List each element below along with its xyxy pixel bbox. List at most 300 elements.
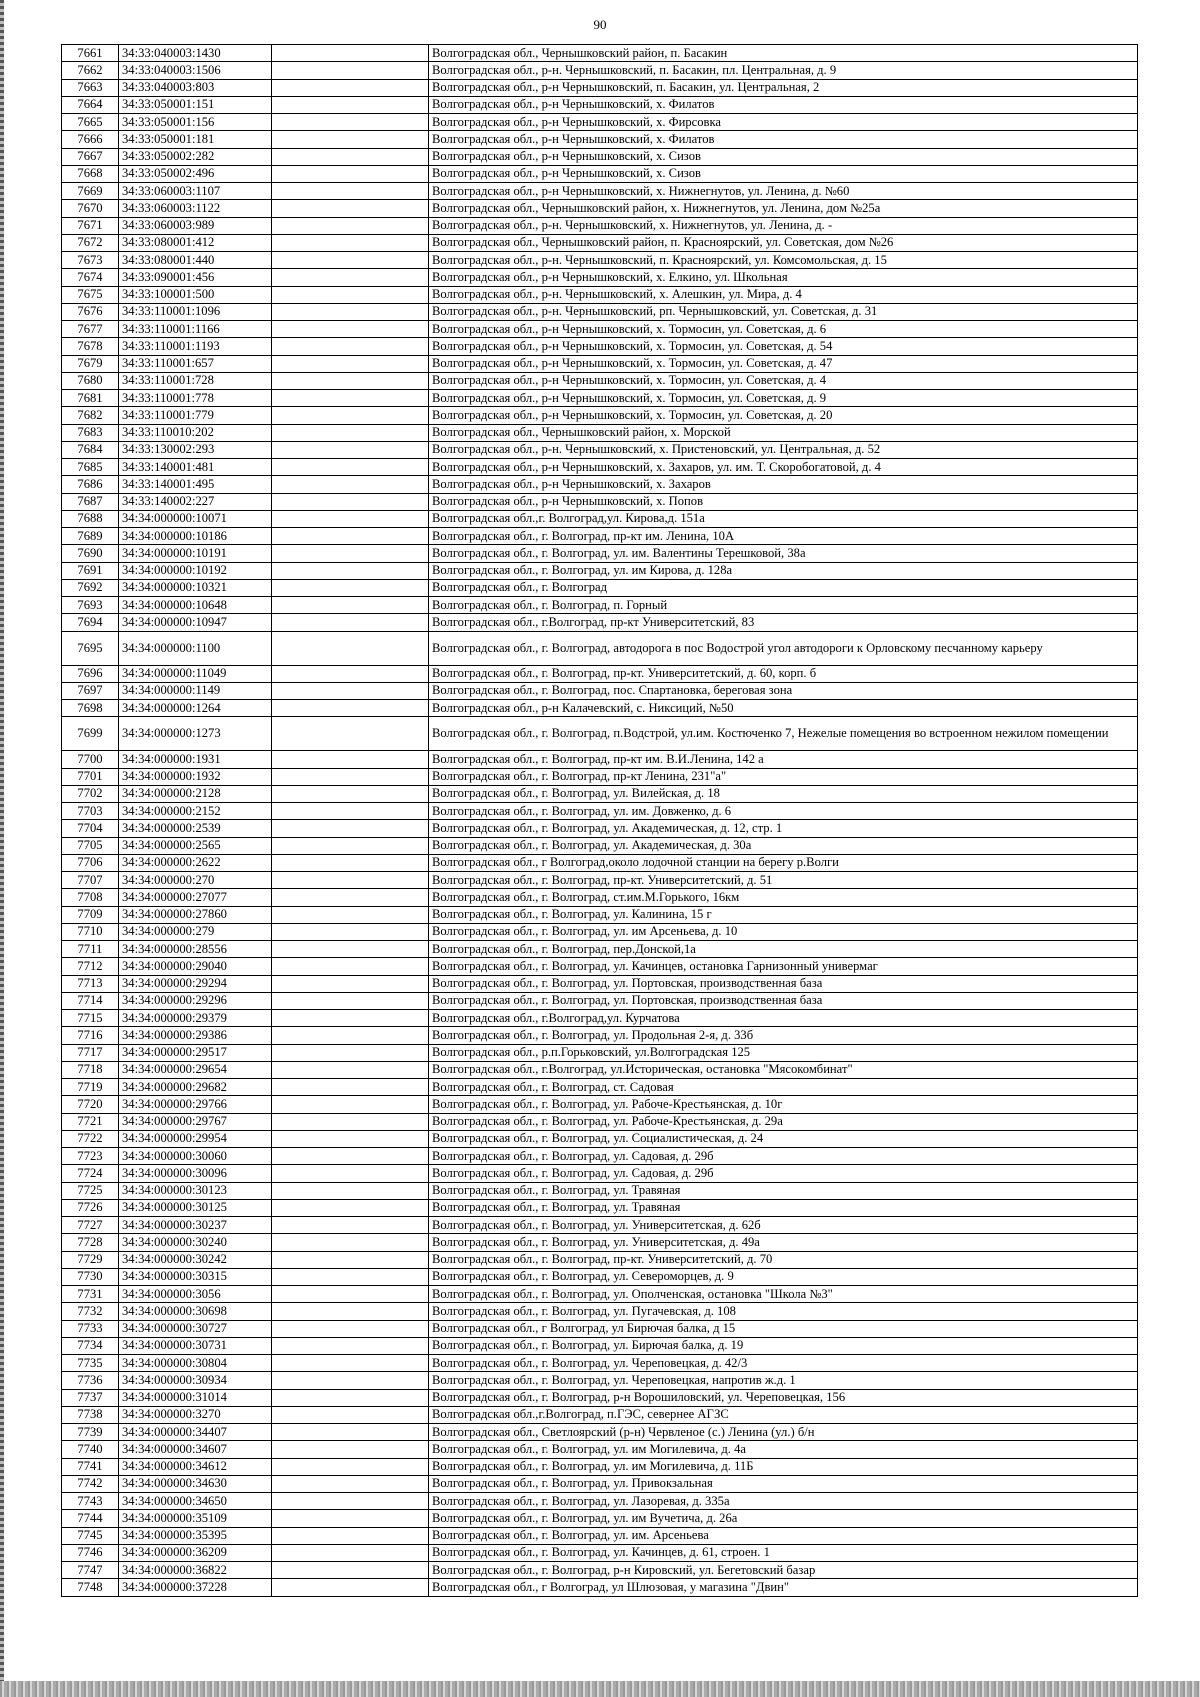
cadastral-number-cell: 34:34:000000:29379: [119, 1010, 272, 1027]
table-row: [62, 321, 1138, 338]
table-row: [62, 941, 1138, 958]
row-number-cell: 7672: [62, 234, 119, 251]
address-cell: Волгоградская обл., г. Волгоград, п.Водстрой, ул.им. Костюченко 7, Нежелые помещения во встроенном нежилом помещении: [429, 717, 1138, 751]
extra-cell: [272, 45, 429, 62]
row-number-cell: 7709: [62, 906, 119, 923]
row-number-cell: 7732: [62, 1303, 119, 1320]
extra-cell: [272, 183, 429, 200]
extra-cell: [272, 1579, 429, 1596]
address-cell: Волгоградская обл., Чернышковский район, х. Морской: [429, 424, 1138, 441]
table-row: [62, 562, 1138, 579]
table-row: [62, 286, 1138, 303]
extra-cell: [272, 751, 429, 768]
table-row: [62, 303, 1138, 320]
table-row: [62, 1079, 1138, 1096]
row-number-cell: 7665: [62, 114, 119, 131]
table-row: [62, 958, 1138, 975]
cadastral-number-cell: 34:33:060003:1122: [119, 200, 272, 217]
table-row: [62, 424, 1138, 441]
row-number-cell: 7726: [62, 1199, 119, 1216]
extra-cell: [272, 217, 429, 234]
row-number-cell: 7721: [62, 1113, 119, 1130]
address-cell: Волгоградская обл., г Волгоград,около лодочной станции на берегу р.Волги: [429, 854, 1138, 871]
address-cell: Волгоградская обл., р-н Чернышковский, х. Сизов: [429, 148, 1138, 165]
cadastral-number-cell: 34:34:000000:30237: [119, 1217, 272, 1234]
extra-cell: [272, 1182, 429, 1199]
extra-cell: [272, 837, 429, 854]
address-cell: Волгоградская обл., Чернышковский район, х. Нижнегнутов, ул. Ленина, дом №25а: [429, 200, 1138, 217]
extra-cell: [272, 424, 429, 441]
address-cell: Волгоградская обл., г. Волгоград, ул. Вилейская, д. 18: [429, 785, 1138, 802]
table-row: [62, 1337, 1138, 1354]
table-row: [62, 785, 1138, 802]
table-row: [62, 1544, 1138, 1561]
cadastral-number-cell: 34:34:000000:30315: [119, 1268, 272, 1285]
cadastral-number-cell: 34:33:090001:456: [119, 269, 272, 286]
cadastral-number-cell: 34:34:000000:10192: [119, 562, 272, 579]
cadastral-number-cell: 34:34:000000:1264: [119, 700, 272, 717]
table-row: [62, 114, 1138, 131]
extra-cell: [272, 131, 429, 148]
extra-cell: [272, 1079, 429, 1096]
cadastral-number-cell: 34:34:000000:29766: [119, 1096, 272, 1113]
row-number-cell: 7682: [62, 407, 119, 424]
cadastral-number-cell: 34:34:000000:29654: [119, 1061, 272, 1078]
cadastral-number-cell: 34:34:000000:1932: [119, 768, 272, 785]
table-row: [62, 1389, 1138, 1406]
address-cell: Волгоградская обл., р-н Чернышковский, х. Захаров: [429, 476, 1138, 493]
table-row: [62, 131, 1138, 148]
table-row: [62, 200, 1138, 217]
row-number-cell: 7702: [62, 785, 119, 802]
extra-cell: [272, 1130, 429, 1147]
cadastral-number-cell: 34:34:000000:29294: [119, 975, 272, 992]
table-row: [62, 1458, 1138, 1475]
cadastral-number-cell: 34:33:110001:728: [119, 372, 272, 389]
address-cell: Волгоградская обл., г. Волгоград, ул. им Могилевича, д. 11Б: [429, 1458, 1138, 1475]
cadastral-number-cell: 34:33:110001:1166: [119, 321, 272, 338]
cadastral-number-cell: 34:33:040003:803: [119, 79, 272, 96]
address-cell: Волгоградская обл., г. Волгоград, ул. им. Довженко, д. 6: [429, 803, 1138, 820]
address-cell: Волгоградская обл., г. Волгоград, ул. Садовая, д. 29б: [429, 1165, 1138, 1182]
table-row: [62, 1406, 1138, 1423]
cadastral-number-cell: 34:34:000000:34630: [119, 1475, 272, 1492]
extra-cell: [272, 1320, 429, 1337]
cadastral-number-cell: 34:34:000000:1273: [119, 717, 272, 751]
cadastral-number-cell: 34:34:000000:10321: [119, 579, 272, 596]
address-cell: Волгоградская обл., г.Волгоград, пр-кт Университетский, 83: [429, 614, 1138, 631]
address-cell: Волгоградская обл., г.Волгоград,ул. Курчатова: [429, 1010, 1138, 1027]
row-number-cell: 7693: [62, 597, 119, 614]
cadastral-number-cell: 34:34:000000:2565: [119, 837, 272, 854]
cadastral-number-cell: 34:34:000000:36822: [119, 1562, 272, 1579]
table-row: [62, 717, 1138, 751]
table-row: [62, 441, 1138, 458]
table-row: [62, 1096, 1138, 1113]
extra-cell: [272, 1389, 429, 1406]
row-number-cell: 7722: [62, 1130, 119, 1147]
extra-cell: [272, 148, 429, 165]
address-cell: Волгоградская обл., г Волгоград, ул Шлюзовая, у магазина "Двин": [429, 1579, 1138, 1596]
row-number-cell: 7710: [62, 923, 119, 940]
row-number-cell: 7698: [62, 700, 119, 717]
extra-cell: [272, 1424, 429, 1441]
extra-cell: [272, 1027, 429, 1044]
row-number-cell: 7724: [62, 1165, 119, 1182]
row-number-cell: 7674: [62, 269, 119, 286]
table-row: [62, 1372, 1138, 1389]
row-number-cell: 7677: [62, 321, 119, 338]
extra-cell: [272, 528, 429, 545]
address-cell: Волгоградская обл., г. Волгоград, ул. Рабоче-Крестьянская, д. 29а: [429, 1113, 1138, 1130]
table-row: [62, 510, 1138, 527]
extra-cell: [272, 631, 429, 665]
extra-cell: [272, 717, 429, 751]
table-row: [62, 579, 1138, 596]
cadastral-number-cell: 34:34:000000:29386: [119, 1027, 272, 1044]
row-number-cell: 7667: [62, 148, 119, 165]
row-number-cell: 7694: [62, 614, 119, 631]
address-cell: Волгоградская обл., р-н. Чернышковский, х. Алешкин, ул. Мира, д. 4: [429, 286, 1138, 303]
row-number-cell: 7683: [62, 424, 119, 441]
extra-cell: [272, 441, 429, 458]
table-row: [62, 1234, 1138, 1251]
address-cell: Волгоградская обл., г. Волгоград, ул. Университетская, д. 62б: [429, 1217, 1138, 1234]
address-cell: Волгоградская обл., р-н Калачевский, с. Никсиций, №50: [429, 700, 1138, 717]
row-number-cell: 7697: [62, 682, 119, 699]
extra-cell: [272, 338, 429, 355]
address-cell: Волгоградская обл., г. Волгоград, ул. Качинцев, остановка Гарнизонный универмаг: [429, 958, 1138, 975]
extra-cell: [272, 372, 429, 389]
table-row: [62, 1165, 1138, 1182]
table-row: [62, 1010, 1138, 1027]
table-row: [62, 545, 1138, 562]
cadastral-number-cell: 34:33:050001:156: [119, 114, 272, 131]
cadastral-number-cell: 34:33:050001:151: [119, 96, 272, 113]
table-row: [62, 252, 1138, 269]
cadastral-number-cell: 34:34:000000:11049: [119, 665, 272, 682]
extra-cell: [272, 303, 429, 320]
extra-cell: [272, 1527, 429, 1544]
address-cell: Волгоградская обл., г. Волгоград, ул. Академическая, д. 12, стр. 1: [429, 820, 1138, 837]
cadastral-number-cell: 34:33:050001:181: [119, 131, 272, 148]
registry-body: [62, 45, 1138, 1597]
cadastral-number-cell: 34:34:000000:34607: [119, 1441, 272, 1458]
row-number-cell: 7685: [62, 459, 119, 476]
row-number-cell: 7744: [62, 1510, 119, 1527]
address-cell: Волгоградская обл., г. Волгоград, ул. Садовая, д. 29б: [429, 1148, 1138, 1165]
cadastral-number-cell: 34:34:000000:30060: [119, 1148, 272, 1165]
table-row: [62, 906, 1138, 923]
row-number-cell: 7707: [62, 872, 119, 889]
cadastral-number-cell: 34:34:000000:279: [119, 923, 272, 940]
cadastral-number-cell: 34:34:000000:2152: [119, 803, 272, 820]
cadastral-number-cell: 34:34:000000:30123: [119, 1182, 272, 1199]
extra-cell: [272, 614, 429, 631]
table-row: [62, 923, 1138, 940]
address-cell: Волгоградская обл., р-н. Чернышковский, х. Нижнегнутов, ул. Ленина, д. -: [429, 217, 1138, 234]
extra-cell: [272, 1441, 429, 1458]
table-row: [62, 1424, 1138, 1441]
address-cell: Волгоградская обл., г. Волгоград, ул. Социалистическая, д. 24: [429, 1130, 1138, 1147]
address-cell: Волгоградская обл., г.Волгоград, ул.Историческая, остановка "Мясокомбинат": [429, 1061, 1138, 1078]
table-row: [62, 992, 1138, 1009]
extra-cell: [272, 1061, 429, 1078]
address-cell: Волгоградская обл., р-н Чернышковский, х. Елкино, ул. Школьная: [429, 269, 1138, 286]
cadastral-number-cell: 34:34:000000:30242: [119, 1251, 272, 1268]
row-number-cell: 7745: [62, 1527, 119, 1544]
extra-cell: [272, 510, 429, 527]
address-cell: Волгоградская обл., г. Волгоград: [429, 579, 1138, 596]
address-cell: Волгоградская обл., г. Волгоград, ул. им Могилевича, д. 4а: [429, 1441, 1138, 1458]
row-number-cell: 7708: [62, 889, 119, 906]
address-cell: Волгоградская обл., г. Волгоград, ул. им. Арсеньева: [429, 1527, 1138, 1544]
extra-cell: [272, 1148, 429, 1165]
registry-table: [61, 44, 1138, 1597]
address-cell: Волгоградская обл.,г.Волгоград, п.ГЭС, севернее АГЗС: [429, 1406, 1138, 1423]
address-cell: Волгоградская обл., р-н Чернышковский, х. Сизов: [429, 165, 1138, 182]
cadastral-number-cell: 34:33:110001:1096: [119, 303, 272, 320]
table-row: [62, 1182, 1138, 1199]
extra-cell: [272, 252, 429, 269]
cadastral-number-cell: 34:34:000000:28556: [119, 941, 272, 958]
table-row: [62, 1027, 1138, 1044]
row-number-cell: 7679: [62, 355, 119, 372]
address-cell: Волгоградская обл., р-н Чернышковский, х. Фирсовка: [429, 114, 1138, 131]
extra-cell: [272, 579, 429, 596]
row-number-cell: 7675: [62, 286, 119, 303]
cadastral-number-cell: 34:33:140001:495: [119, 476, 272, 493]
address-cell: Волгоградская обл., г. Волгоград, ул. Портовская, производственная база: [429, 992, 1138, 1009]
extra-cell: [272, 1493, 429, 1510]
row-number-cell: 7718: [62, 1061, 119, 1078]
row-number-cell: 7733: [62, 1320, 119, 1337]
table-row: [62, 234, 1138, 251]
extra-cell: [272, 200, 429, 217]
cadastral-number-cell: 34:33:110001:657: [119, 355, 272, 372]
address-cell: Волгоградская обл., р-н Чернышковский, х. Филатов: [429, 131, 1138, 148]
table-row: [62, 1044, 1138, 1061]
cadastral-number-cell: 34:34:000000:36209: [119, 1544, 272, 1561]
row-number-cell: 7691: [62, 562, 119, 579]
table-row: [62, 614, 1138, 631]
table-row: [62, 407, 1138, 424]
row-number-cell: 7746: [62, 1544, 119, 1561]
address-cell: Волгоградская обл., г. Волгоград, ул. Североморцев, д. 9: [429, 1268, 1138, 1285]
row-number-cell: 7738: [62, 1406, 119, 1423]
cadastral-number-cell: 34:34:000000:2622: [119, 854, 272, 871]
address-cell: Волгоградская обл., г. Волгоград, ул. им Вучетича, д. 26а: [429, 1510, 1138, 1527]
table-row: [62, 1113, 1138, 1130]
row-number-cell: 7719: [62, 1079, 119, 1096]
cadastral-number-cell: 34:34:000000:27077: [119, 889, 272, 906]
extra-cell: [272, 1562, 429, 1579]
row-number-cell: 7686: [62, 476, 119, 493]
row-number-cell: 7684: [62, 441, 119, 458]
address-cell: Волгоградская обл., г. Волгоград, ул. им. Валентины Терешковой, 38а: [429, 545, 1138, 562]
extra-cell: [272, 992, 429, 1009]
address-cell: Волгоградская обл., г. Волгоград, пр-кт Ленина, 231"а": [429, 768, 1138, 785]
table-row: [62, 45, 1138, 62]
extra-cell: [272, 1199, 429, 1216]
address-cell: Волгоградская обл., г. Волгоград, ул. Университетская, д. 49а: [429, 1234, 1138, 1251]
table-row: [62, 459, 1138, 476]
cadastral-number-cell: 34:34:000000:34612: [119, 1458, 272, 1475]
row-number-cell: 7743: [62, 1493, 119, 1510]
cadastral-number-cell: 34:33:060003:1107: [119, 183, 272, 200]
extra-cell: [272, 286, 429, 303]
cadastral-number-cell: 34:34:000000:1100: [119, 631, 272, 665]
row-number-cell: 7737: [62, 1389, 119, 1406]
address-cell: Волгоградская обл., г. Волгоград, ст. Садовая: [429, 1079, 1138, 1096]
row-number-cell: 7678: [62, 338, 119, 355]
row-number-cell: 7688: [62, 510, 119, 527]
cadastral-number-cell: 34:33:140001:481: [119, 459, 272, 476]
table-row: [62, 476, 1138, 493]
table-row: [62, 165, 1138, 182]
scan-left-edge: [0, 0, 4, 1697]
row-number-cell: 7716: [62, 1027, 119, 1044]
extra-cell: [272, 1372, 429, 1389]
extra-cell: [272, 1165, 429, 1182]
address-cell: Волгоградская обл., г. Волгоград, ул. Травяная: [429, 1182, 1138, 1199]
row-number-cell: 7741: [62, 1458, 119, 1475]
cadastral-number-cell: 34:33:110001:778: [119, 390, 272, 407]
table-row: [62, 631, 1138, 665]
row-number-cell: 7723: [62, 1148, 119, 1165]
extra-cell: [272, 545, 429, 562]
row-number-cell: 7687: [62, 493, 119, 510]
address-cell: Волгоградская обл., р.п.Горьковский, ул.Волгоградская 125: [429, 1044, 1138, 1061]
extra-cell: [272, 96, 429, 113]
row-number-cell: 7661: [62, 45, 119, 62]
table-row: [62, 1286, 1138, 1303]
address-cell: Волгоградская обл., г. Волгоград, р-н Кировский, ул. Бегетовский базар: [429, 1562, 1138, 1579]
row-number-cell: 7706: [62, 854, 119, 871]
row-number-cell: 7695: [62, 631, 119, 665]
row-number-cell: 7748: [62, 1579, 119, 1596]
cadastral-number-cell: 34:33:100001:500: [119, 286, 272, 303]
table-row: [62, 390, 1138, 407]
row-number-cell: 7725: [62, 1182, 119, 1199]
cadastral-number-cell: 34:34:000000:30125: [119, 1199, 272, 1216]
table-row: [62, 62, 1138, 79]
address-cell: Волгоградская обл., р-н. Чернышковский, рп. Чернышковский, ул. Советская, д. 31: [429, 303, 1138, 320]
table-row: [62, 803, 1138, 820]
address-cell: Волгоградская обл., г. Волгоград, ул. Череповецкая, напротив ж.д. 1: [429, 1372, 1138, 1389]
extra-cell: [272, 872, 429, 889]
extra-cell: [272, 1286, 429, 1303]
cadastral-number-cell: 34:33:040003:1506: [119, 62, 272, 79]
extra-cell: [272, 700, 429, 717]
cadastral-number-cell: 34:34:000000:29517: [119, 1044, 272, 1061]
cadastral-number-cell: 34:34:000000:30727: [119, 1320, 272, 1337]
cadastral-number-cell: 34:34:000000:29040: [119, 958, 272, 975]
extra-cell: [272, 665, 429, 682]
cadastral-number-cell: 34:33:130002:293: [119, 441, 272, 458]
row-number-cell: 7730: [62, 1268, 119, 1285]
cadastral-number-cell: 34:34:000000:10648: [119, 597, 272, 614]
cadastral-number-cell: 34:34:000000:30096: [119, 1165, 272, 1182]
row-number-cell: 7669: [62, 183, 119, 200]
extra-cell: [272, 906, 429, 923]
address-cell: Волгоградская обл., р-н. Чернышковский, х. Пристеновский, ул. Центральная, д. 52: [429, 441, 1138, 458]
row-number-cell: 7714: [62, 992, 119, 1009]
row-number-cell: 7717: [62, 1044, 119, 1061]
cadastral-number-cell: 34:34:000000:35109: [119, 1510, 272, 1527]
cadastral-number-cell: 34:34:000000:3270: [119, 1406, 272, 1423]
row-number-cell: 7747: [62, 1562, 119, 1579]
address-cell: Волгоградская обл., р-н Чернышковский, п. Басакин, ул. Центральная, 2: [429, 79, 1138, 96]
row-number-cell: 7739: [62, 1424, 119, 1441]
table-row: [62, 889, 1138, 906]
address-cell: Волгоградская обл., г. Волгоград, пр-кт. Университетский, д. 70: [429, 1251, 1138, 1268]
extra-cell: [272, 493, 429, 510]
row-number-cell: 7728: [62, 1234, 119, 1251]
table-row: [62, 96, 1138, 113]
row-number-cell: 7673: [62, 252, 119, 269]
table-row: [62, 1355, 1138, 1372]
extra-cell: [272, 923, 429, 940]
address-cell: Волгоградская обл., г. Волгоград, пр-кт им. В.И.Ленина, 142 а: [429, 751, 1138, 768]
table-row: [62, 1251, 1138, 1268]
cadastral-number-cell: 34:34:000000:30698: [119, 1303, 272, 1320]
row-number-cell: 7703: [62, 803, 119, 820]
address-cell: Волгоградская обл., р-н Чернышковский, х. Тормосин, ул. Советская, д. 54: [429, 338, 1138, 355]
row-number-cell: 7734: [62, 1337, 119, 1354]
extra-cell: [272, 1234, 429, 1251]
table-row: [62, 975, 1138, 992]
extra-cell: [272, 1355, 429, 1372]
table-row: [62, 1061, 1138, 1078]
row-number-cell: 7735: [62, 1355, 119, 1372]
address-cell: Волгоградская обл., г. Волгоград, автодорога в пос Водострой угол автодороги к Орловскому песчанному карьеру: [429, 631, 1138, 665]
row-number-cell: 7736: [62, 1372, 119, 1389]
row-number-cell: 7729: [62, 1251, 119, 1268]
table-row: [62, 79, 1138, 96]
table-row: [62, 751, 1138, 768]
row-number-cell: 7712: [62, 958, 119, 975]
extra-cell: [272, 355, 429, 372]
table-row: [62, 682, 1138, 699]
row-number-cell: 7713: [62, 975, 119, 992]
address-cell: Волгоградская обл., р-н Чернышковский, х. Нижнегнутов, ул. Ленина, д. №60: [429, 183, 1138, 200]
row-number-cell: 7689: [62, 528, 119, 545]
row-number-cell: 7670: [62, 200, 119, 217]
row-number-cell: 7676: [62, 303, 119, 320]
extra-cell: [272, 79, 429, 96]
extra-cell: [272, 1268, 429, 1285]
table-row: [62, 148, 1138, 165]
extra-cell: [272, 820, 429, 837]
row-number-cell: 7690: [62, 545, 119, 562]
scan-bottom-edge: [0, 1681, 1200, 1697]
cadastral-number-cell: 34:34:000000:10191: [119, 545, 272, 562]
extra-cell: [272, 165, 429, 182]
address-cell: Волгоградская обл., Светлоярский (р-н) Червленое (с.) Ленина (ул.) б/н: [429, 1424, 1138, 1441]
table-row: [62, 372, 1138, 389]
table-row: [62, 597, 1138, 614]
extra-cell: [272, 941, 429, 958]
address-cell: Волгоградская обл., Чернышковский район, п. Красноярский, ул. Советская, дом №26: [429, 234, 1138, 251]
address-cell: Волгоградская обл., г. Волгоград, р-н Ворошиловский, ул. Череповецкая, 156: [429, 1389, 1138, 1406]
extra-cell: [272, 768, 429, 785]
cadastral-number-cell: 34:34:000000:34407: [119, 1424, 272, 1441]
extra-cell: [272, 1458, 429, 1475]
row-number-cell: 7662: [62, 62, 119, 79]
row-number-cell: 7742: [62, 1475, 119, 1492]
extra-cell: [272, 1010, 429, 1027]
